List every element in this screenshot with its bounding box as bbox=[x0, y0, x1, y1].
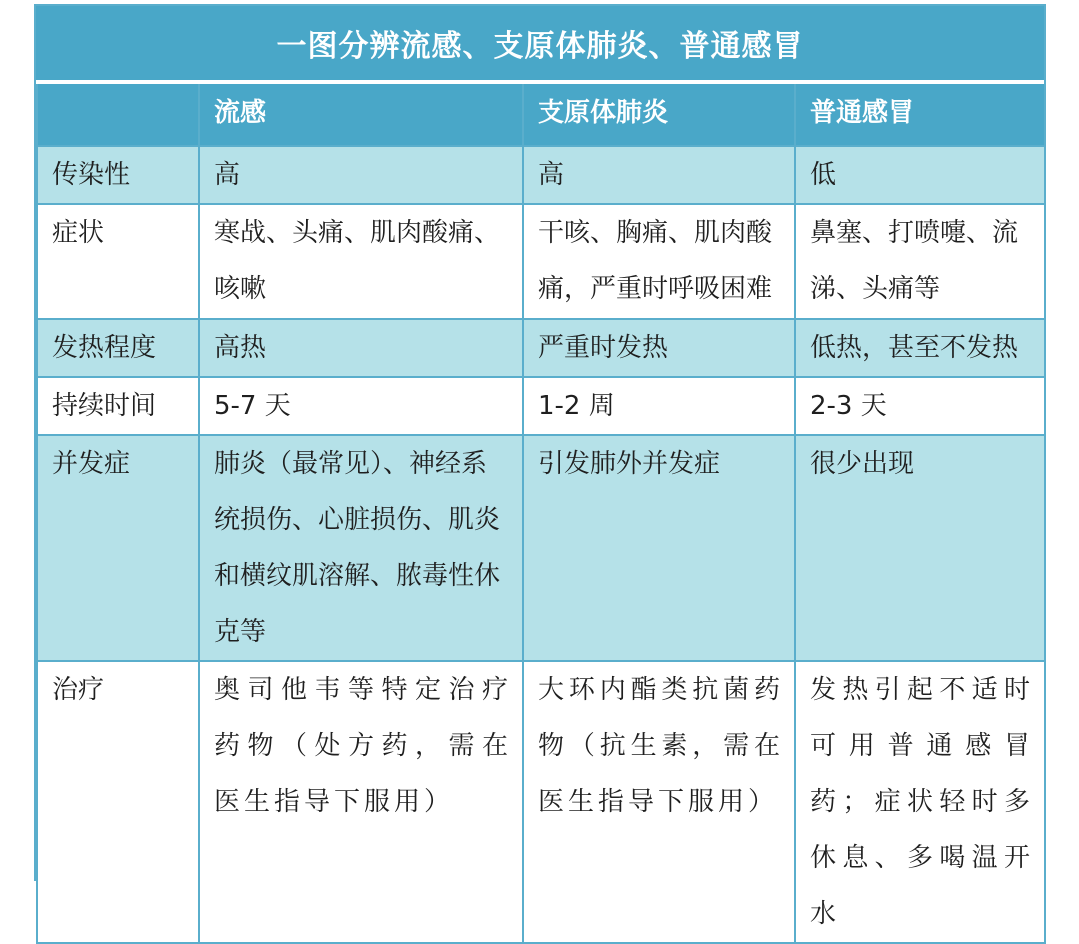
table-row bbox=[37, 204, 1045, 319]
header-cold: 普通感冒 bbox=[795, 84, 1045, 146]
cell-flu: 高 bbox=[199, 146, 523, 204]
row-label: 传染性 bbox=[37, 146, 199, 204]
cell-cold: 低热，甚至不发热 bbox=[795, 319, 1045, 377]
cell-mycoplasma: 1-2 周 bbox=[523, 377, 795, 435]
header-corner bbox=[37, 84, 199, 146]
cell-cold: 2-3 天 bbox=[795, 377, 1045, 435]
header-flu: 流感 bbox=[199, 84, 523, 146]
comparison-table bbox=[36, 84, 1046, 944]
row-label: 持续时间 bbox=[37, 377, 199, 435]
cell-flu: 高热 bbox=[199, 319, 523, 377]
cell-flu: 5-7 天 bbox=[199, 377, 523, 435]
cell-cold: 发热引起不适时可用普通感冒药；症状轻时多休息、多喝温开水 bbox=[795, 661, 1045, 943]
row-label: 治疗 bbox=[37, 661, 199, 943]
table-row bbox=[37, 377, 1045, 435]
row-label: 并发症 bbox=[37, 435, 199, 661]
cell-mycoplasma: 严重时发热 bbox=[523, 319, 795, 377]
table-row bbox=[37, 146, 1045, 204]
cell-mycoplasma: 引发肺外并发症 bbox=[523, 435, 795, 661]
cell-mycoplasma: 干咳、胸痛、肌肉酸痛，严重时呼吸困难 bbox=[523, 204, 795, 319]
cell-cold: 低 bbox=[795, 146, 1045, 204]
table-row bbox=[37, 435, 1045, 661]
page-title: 一图分辨流感、支原体肺炎、普通感冒 bbox=[36, 6, 1044, 84]
row-label: 症状 bbox=[37, 204, 199, 319]
cell-mycoplasma: 高 bbox=[523, 146, 795, 204]
header-mycoplasma: 支原体肺炎 bbox=[523, 84, 795, 146]
comparison-card bbox=[34, 4, 1046, 929]
cell-mycoplasma: 大环内酯类抗菌药物（抗生素，需在医生指导下服用） bbox=[523, 661, 795, 943]
cell-cold: 很少出现 bbox=[795, 435, 1045, 661]
row-label: 发热程度 bbox=[37, 319, 199, 377]
table-header-row bbox=[37, 84, 1045, 146]
table-row bbox=[37, 661, 1045, 943]
cell-flu: 奥司他韦等特定治疗药物（处方药，需在医生指导下服用） bbox=[199, 661, 523, 943]
cell-flu: 肺炎（最常见）、神经系统损伤、心脏损伤、肌炎和横纹肌溶解、脓毒性休克等 bbox=[199, 435, 523, 661]
cell-cold: 鼻塞、打喷嚏、流涕、头痛等 bbox=[795, 204, 1045, 319]
table-row bbox=[37, 319, 1045, 377]
cell-flu: 寒战、头痛、肌肉酸痛、咳嗽 bbox=[199, 204, 523, 319]
